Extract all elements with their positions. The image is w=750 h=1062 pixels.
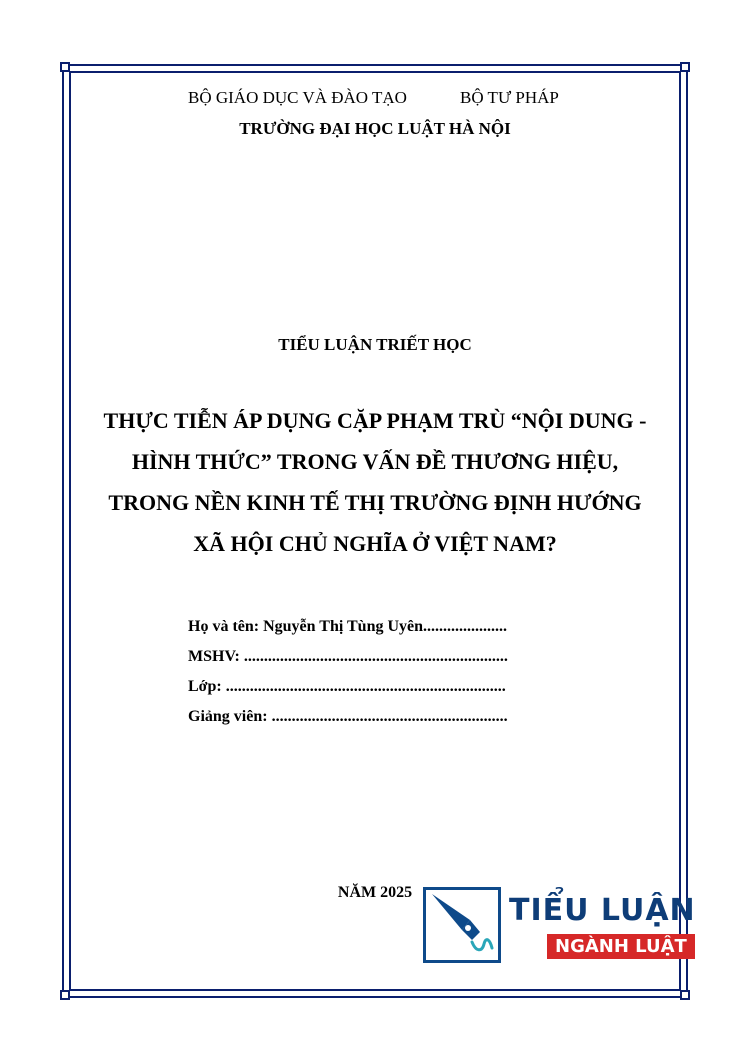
lecturer-line: Giảng viên: ........................................................... bbox=[188, 708, 508, 725]
border-corner-bottom-right bbox=[680, 990, 690, 1000]
ministry-education: BỘ GIÁO DỤC VÀ ĐÀO TẠO bbox=[188, 88, 407, 107]
essay-title bbox=[80, 400, 670, 564]
university-name: TRƯỜNG ĐẠI HỌC LUẬT HÀ NỘI bbox=[239, 119, 511, 138]
title-line: HÌNH THỨC” TRONG VẤN ĐỀ THƯƠNG HIỆU, bbox=[131, 449, 619, 474]
site-logo bbox=[423, 885, 696, 970]
logo-text-secondary: NGÀNH LUẬT bbox=[547, 934, 695, 959]
student-id-line: MSHV: .................................................................. bbox=[188, 648, 508, 665]
class-line: Lớp: ...................................................................... bbox=[188, 678, 506, 695]
pen-nib-icon bbox=[423, 887, 501, 963]
logo-text-primary: TIỂU LUẬN bbox=[509, 893, 696, 928]
title-line: THỰC TIỄN ÁP DỤNG CẶP PHẠM TRÙ “NỘI DUNG - bbox=[103, 408, 647, 433]
title-line: XÃ HỘI CHỦ NGHĨA Ở VIỆT NAM? bbox=[193, 531, 557, 556]
year-label: NĂM 2025 bbox=[337, 884, 413, 901]
student-name-line: Họ và tên: Nguyễn Thị Tùng Uyên..................... bbox=[188, 618, 508, 635]
border-corner-bottom-left bbox=[60, 990, 70, 1000]
border-corner-top-left bbox=[60, 62, 70, 72]
ministry-justice: BỘ TƯ PHÁP bbox=[460, 88, 559, 107]
border-corner-top-right bbox=[680, 62, 690, 72]
title-line: TRONG NỀN KINH TẾ THỊ TRƯỜNG ĐỊNH HƯỚNG bbox=[108, 490, 642, 515]
student-info bbox=[188, 612, 568, 732]
essay-subject: TIỂU LUẬN TRIẾT HỌC bbox=[278, 335, 472, 354]
